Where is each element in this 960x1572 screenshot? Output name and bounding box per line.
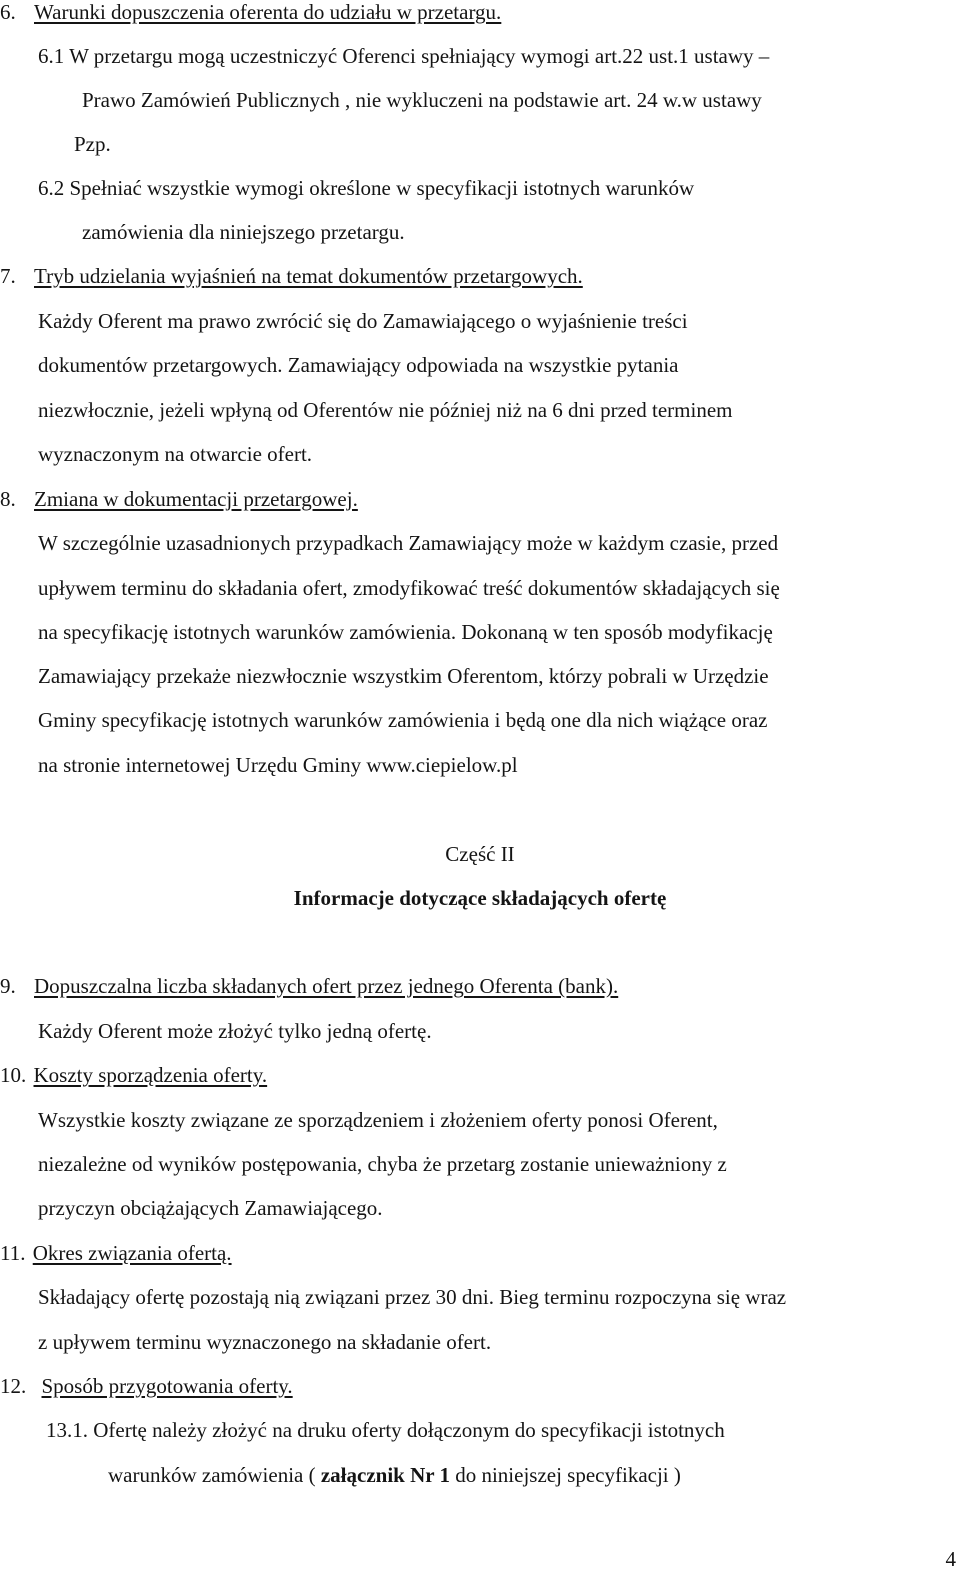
paragraph-line: Każdy Oferent ma prawo zwrócić się do Zamawiającego o wyjaśnienie treści <box>38 309 688 333</box>
paragraph-line: przyczyn obciążających Zamawiającego. <box>38 1196 383 1220</box>
paragraph-line: dokumentów przetargowych. Zamawiający odpowiada na wszystkie pytania <box>38 353 679 377</box>
paragraph-line: W szczególnie uzasadnionych przypadkach Zamawiający może w każdym czasie, przed <box>38 531 779 555</box>
section-8-heading <box>0 486 358 512</box>
paragraph-line: niezależne od wyników postępowania, chyba że przetarg zostanie unieważniony z <box>38 1152 727 1176</box>
section-10-heading <box>0 1062 267 1088</box>
section-title: Koszty sporządzenia oferty. <box>33 1063 268 1087</box>
section-9-heading <box>0 973 618 999</box>
text-run: do niniejszej specyfikacji ) <box>449 1463 681 1487</box>
paragraph-line: Zamawiający przekaże niezwłocznie wszystkim Oferentom, którzy pobrali w Urzędzie <box>38 664 769 688</box>
section-title: Dopuszczalna liczba składanych ofert przez jednego Oferenta (bank). <box>34 974 619 998</box>
paragraph-line: 6.1 W przetargu mogą uczestniczyć Oferenci spełniający wymogi art.22 ust.1 ustawy – <box>38 44 770 68</box>
paragraph-line: Prawo Zamówień Publicznych , nie wykluczeni na podstawie art. 24 w.w ustawy <box>82 88 762 112</box>
text-run: warunków zamówienia ( <box>108 1463 321 1487</box>
paragraph-line: na specyfikację istotnych warunków zamówienia. Dokonaną w ten sposób modyfikację <box>38 620 773 644</box>
section-6-heading <box>0 0 501 25</box>
paragraph-line: Każdy Oferent może złożyć tylko jedną ofertę. <box>38 1019 432 1043</box>
page-number: 4 <box>945 1547 956 1571</box>
section-title: Warunki dopuszczenia oferenta do udziału w przetargu. <box>34 0 502 24</box>
attachment-reference: załącznik Nr 1 <box>320 1463 450 1487</box>
section-title: Tryb udzielania wyjaśnień na temat dokumentów przetargowych. <box>34 264 583 288</box>
section-12-heading <box>0 1373 293 1399</box>
section-title: Zmiana w dokumentacji przetargowej. <box>34 487 358 511</box>
section-title: Sposób przygotowania oferty. <box>41 1374 293 1398</box>
section-title: Okres związania ofertą. <box>32 1241 232 1265</box>
part-label: Część II <box>445 842 515 866</box>
paragraph-line: niezwłocznie, jeżeli wpłyną od Oferentów nie później niż na 6 dni przed terminem <box>38 398 733 422</box>
section-number: 6. <box>0 0 16 24</box>
paragraph-line: Wszystkie koszty związane ze sporządzeniem i złożeniem oferty ponosi Oferent, <box>38 1108 718 1132</box>
paragraph-line: z upływem terminu wyznaczonego na składanie ofert. <box>38 1330 492 1354</box>
paragraph-line: zamówienia dla niniejszego przetargu. <box>82 220 405 244</box>
paragraph-line: 6.2 Spełniać wszystkie wymogi określone w specyfikacji istotnych warunków <box>38 176 695 200</box>
section-number: 11. <box>0 1241 26 1265</box>
section-number: 9. <box>0 974 16 998</box>
section-7-heading <box>0 263 583 289</box>
paragraph-line: na stronie internetowej Urzędu Gminy www.ciepielow.pl <box>38 753 518 777</box>
part-title: Informacje dotyczące składających ofertę <box>293 886 667 910</box>
section-11-heading <box>0 1240 232 1266</box>
paragraph-line: Gminy specyfikację istotnych warunków zamówienia i będą one dla nich wiążące oraz <box>38 708 768 732</box>
section-number: 10. <box>0 1063 27 1087</box>
paragraph-line: Pzp. <box>74 132 111 156</box>
paragraph-line: 13.1. Ofertę należy złożyć na druku oferty dołączonym do specyfikacji istotnych <box>46 1418 725 1442</box>
section-number: 7. <box>0 264 16 288</box>
section-number: 12. <box>0 1374 27 1398</box>
paragraph-line: Składający ofertę pozostają nią związani przez 30 dni. Bieg terminu rozpoczyna się wraz <box>38 1285 787 1309</box>
paragraph-line: wyznaczonym na otwarcie ofert. <box>38 442 313 466</box>
section-number: 8. <box>0 487 16 511</box>
paragraph-line <box>108 1462 681 1488</box>
paragraph-line: upływem terminu do składania ofert, zmodyfikować treść dokumentów składających się <box>38 576 780 600</box>
